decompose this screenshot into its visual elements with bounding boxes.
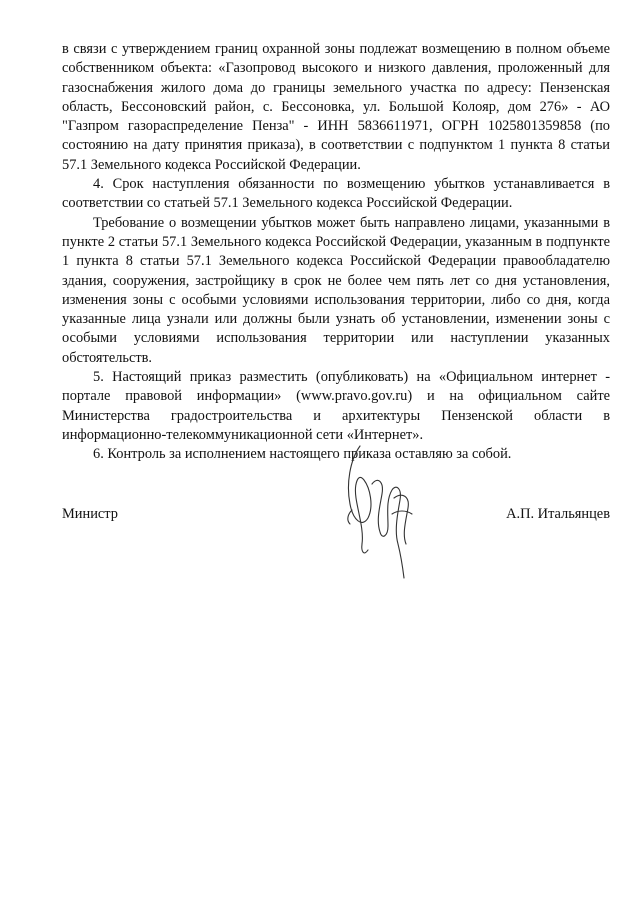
document-body [62,40,610,465]
signatory-title: Министр [62,506,118,522]
paragraph-item-5: 5. Настоящий приказ разместить (опубликовать) на «Официальном интернет - портале правовой информации» (www.pravo.gov.ru) и на официальном сайте Министерства градостроительства и архитектуры Пензенской области в информационно-телекоммуникационной сети «Интернет». [62,369,610,443]
handwritten-signature-icon [332,440,442,582]
paragraph-item-4: 4. Срок наступления обязанности по возмещению убытков устанавливается в соответствии со статьей 57.1 Земельного кодекса Российской Федерации. [62,176,610,212]
paragraph-damages-claim: Требование о возмещении убытков может быть направлено лицами, указанными в пункте 2 статьи 57.1 Земельного кодекса Российской Федерации, указанным в подпункте 1 пункта 8 статьи 57.1 Земельного кодекса Российской Федерации правообладателю здания, сооружения, застройщику в срок не более чем пять лет со дня установления, изменения зоны с особыми условиями использования территории, либо со дня, когда указанные лица узнали или должны были узнать об установлении, изменении зоны с особыми условиями использования территории или наступлении указанных обстоятельств. [62,214,610,366]
paragraph-item-6: 6. Контроль за исполнением настоящего приказа оставляю за собой. [93,446,512,463]
paragraph-continuation: в связи с утверждением границ охранной зоны подлежат возмещению в полном объеме собственником объекта: «Газопровод высокого и низкого давления, проложенный для газоснабжения жилого дома до границы земельного участка по адресу: Пензенская область, Бессоновский район, с. Бессоновка, ул. Большой Колояр, дом 276» - АО "Газпром газораспределение Пенза" - ИНН 5836611971, ОГРН 1025801359858 (по состоянию на дату принятия приказа), в соответствии с подпунктом 1 пункта 8 статьи 57.1 Земельного кодекса Российской Федерации. [62,41,610,173]
signatory-name: А.П. Итальянцев [506,506,610,522]
